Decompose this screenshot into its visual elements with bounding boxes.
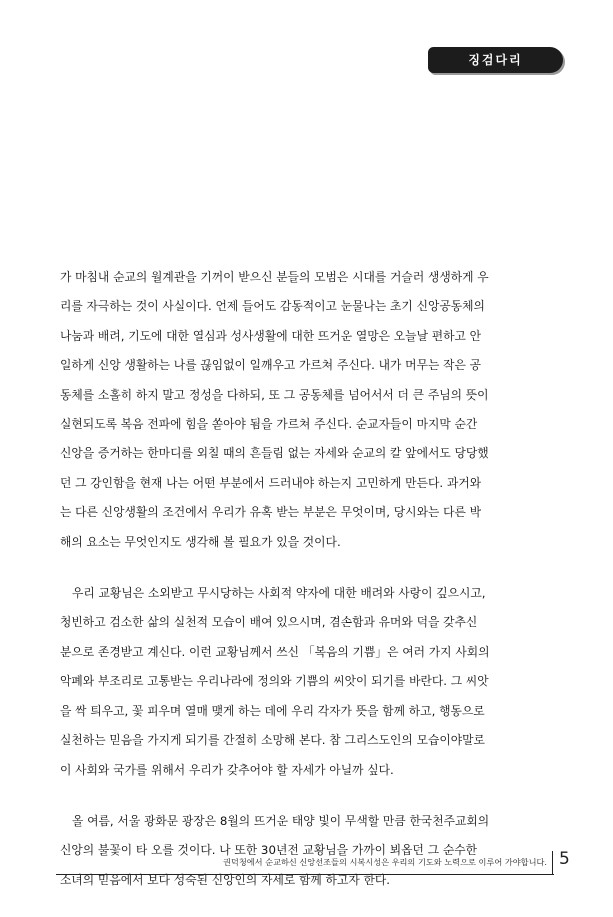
text-line: 우리 교황님은 소외받고 무시당하는 사회적 약자에 대한 배려와 사랑이 깊으시고, — [72, 586, 486, 601]
text-line: 분으로 존경받고 계신다. 이런 교황님께서 쓰신 「복음의 기쁨」은 여러 가지 사회의 — [60, 644, 490, 659]
text-line: 실현되도록 복음 전파에 힘을 쏟아야 됨을 가르쳐 주신다. 순교자들이 마지막 순간 — [60, 417, 478, 432]
text-line: 리를 자극하는 것이 사실이다. 언제 들어도 감동적이고 눈물나는 초기 신앙공동체의 — [60, 299, 485, 314]
text-line: 해의 요소는 무엇인지도 생각해 볼 필요가 있을 것이다. — [60, 534, 341, 549]
text-line: 일하게 신앙 생활하는 나를 끊임없이 일깨우고 가르쳐 주신다. 내가 머무는 작은 공 — [60, 358, 482, 373]
text-line: 신앙을 증거하는 한마디를 외칠 때의 흔들림 없는 자세와 순교의 칼 앞에서도 당당했 — [60, 446, 489, 461]
paragraph-1 — [60, 263, 556, 557]
article-body — [60, 263, 556, 917]
section-tab-label: 징검다리 — [468, 53, 523, 67]
section-tab — [428, 47, 563, 73]
text-line: 신앙의 불꽃이 타 오를 것이다. 나 또한 30년전 교황님을 가까이 뵈옵던 그 순수한 — [60, 843, 478, 858]
text-line: 청빈하고 검소한 삶의 실천적 모습이 배여 있으시며, 겸손함과 유머와 덕을 갖추신 — [60, 615, 478, 630]
text-line: 소녀의 믿음에서 보다 성숙된 신앙인의 자세로 함께 하고자 한다. — [60, 872, 391, 887]
text-line: 는 다른 신앙생활의 조건에서 우리가 유혹 받는 부분은 무엇이며, 당시와는 다른 박 — [60, 505, 482, 520]
paragraph-2 — [60, 579, 556, 785]
text-line: 을 싹 틔우고, 꽃 피우며 열매 맺게 하는 데에 우리 각자가 뜻을 함께 하고, 행동으로 — [60, 703, 485, 718]
paragraph-3 — [60, 807, 556, 895]
text-line: 던 그 강인함을 현재 나는 어떤 부분에서 드러내야 하는지 고민하게 만든다. 과거와 — [60, 475, 482, 490]
footer-rule — [56, 874, 554, 875]
text-line: 가 마침내 순교의 월계관을 기꺼이 받으신 분들의 모범은 시대를 거슬러 생생하게 우 — [60, 270, 489, 284]
footer-divider — [552, 851, 553, 875]
text-line: 동체를 소홀히 하지 말고 정성을 다하되, 또 그 공동체를 넘어서서 더 큰 주님의 뜻이 — [60, 387, 489, 402]
text-line: 실천하는 믿음을 가지게 되기를 간절히 소망해 본다. 참 그리스도인의 모습이야말로 — [60, 733, 485, 748]
footer-caption: 권덕청에서 순교하신 신앙선조들의 시복시성은 우리의 기도와 노력으로 이루어 가야합니다. — [223, 857, 547, 867]
text-line: 이 사회와 국가를 위해서 우리가 갖추어야 할 자세가 아닐까 싶다. — [60, 762, 394, 777]
text-line: 악폐와 부조리로 고통받는 우리나라에 정의와 기쁨의 씨앗이 되기를 바란다. 그 씨앗 — [60, 674, 489, 689]
text-line: 올 여름, 서울 광화문 광장은 8월의 뜨거운 태양 빛이 무색할 만큼 한국천주교회의 — [72, 813, 490, 828]
page-number: 5 — [559, 849, 570, 869]
text-line: 나눔과 배려, 기도에 대한 열심과 성사생활에 대한 뜨거운 열망은 오늘날 편하고 안 — [60, 328, 482, 343]
